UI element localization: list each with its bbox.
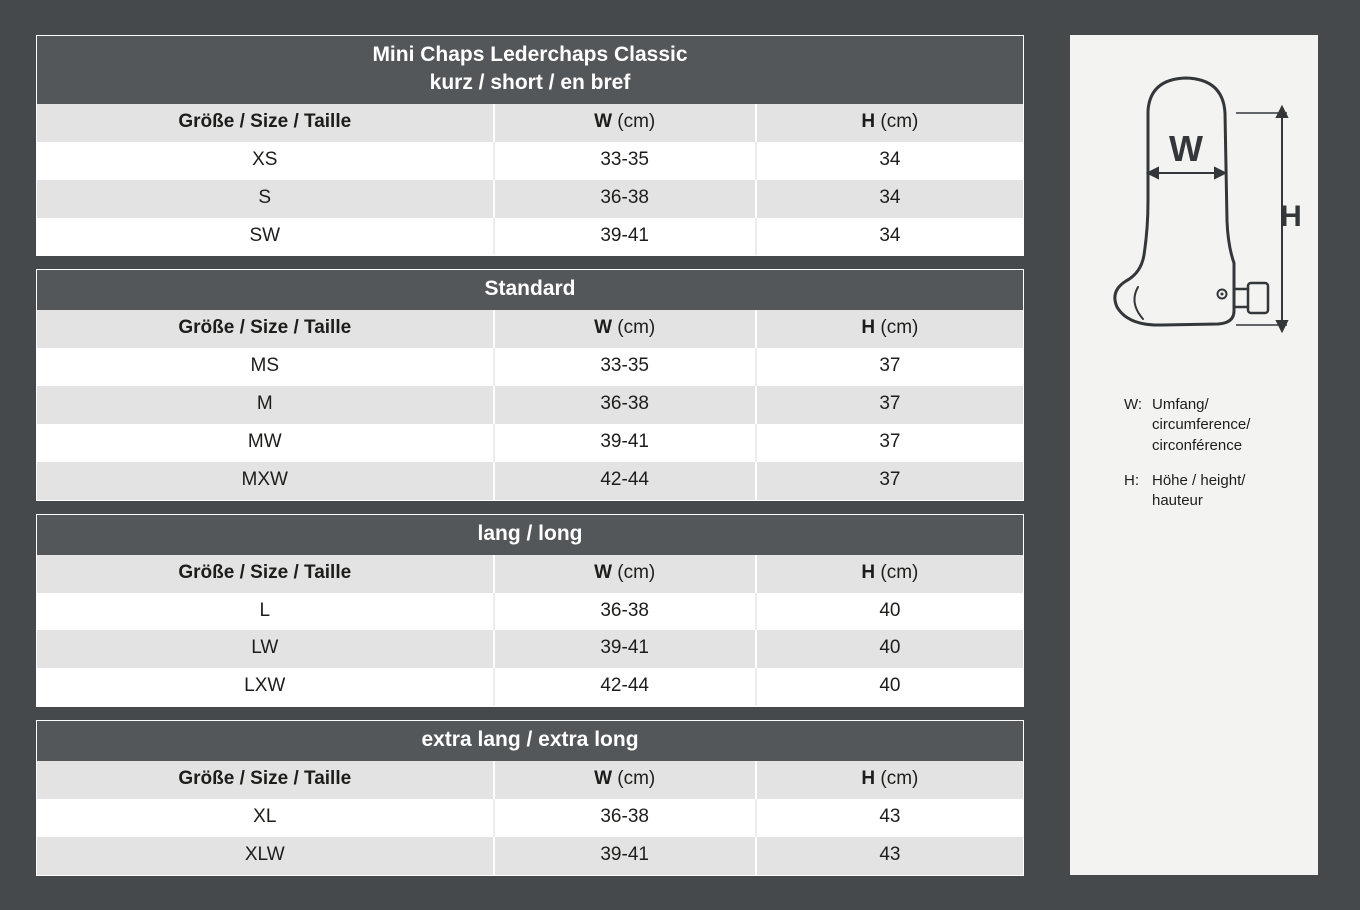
table-row <box>37 630 1023 668</box>
h-cell: 37 <box>755 462 1023 500</box>
column-h-unit: (cm) <box>880 110 919 132</box>
size-cell: LW <box>251 637 279 659</box>
column-h-unit: (cm) <box>880 317 919 339</box>
column-w-unit: (cm) <box>617 561 656 583</box>
size-table-standard <box>36 269 1024 500</box>
h-cell: 37 <box>755 424 1023 462</box>
column-header-row <box>37 104 1023 142</box>
w-cell: 36-38 <box>493 593 755 631</box>
h-cell: 43 <box>755 799 1023 837</box>
column-h-label: H <box>861 561 876 583</box>
table-title-long <box>37 515 1023 555</box>
h-cell: 34 <box>755 180 1023 218</box>
column-h-unit: (cm) <box>880 768 919 790</box>
column-header-w <box>493 761 755 799</box>
table-row <box>37 386 1023 424</box>
legend-line: circumference/ <box>1152 416 1251 434</box>
w-cell: 39-41 <box>493 837 755 875</box>
size-cell: XL <box>253 806 277 828</box>
table-title-line: lang / long <box>477 521 583 545</box>
column-w-label: W <box>594 768 612 790</box>
table-row <box>37 462 1023 500</box>
strap <box>1234 289 1248 307</box>
table-title-line: kurz / short / en bref <box>429 70 631 94</box>
measurement-panel <box>1070 35 1318 875</box>
column-header-row <box>37 761 1023 799</box>
table-row <box>37 218 1023 256</box>
column-w-label: W <box>594 110 612 132</box>
buckle <box>1248 283 1268 313</box>
column-header-h <box>755 310 1023 348</box>
column-header-w <box>493 555 755 593</box>
w-cell: 36-38 <box>493 180 755 218</box>
h-cell: 34 <box>755 218 1023 256</box>
snap-button-dot <box>1221 293 1224 296</box>
size-cell: MXW <box>241 468 288 490</box>
h-label: H <box>1280 200 1302 233</box>
legend-h-key: H: <box>1124 471 1139 489</box>
h-cell: 40 <box>755 593 1023 631</box>
legend-w-key: W: <box>1124 396 1143 413</box>
w-cell: 39-41 <box>493 630 755 668</box>
table-row <box>37 668 1023 706</box>
size-cell: LXW <box>244 675 286 697</box>
size-cell: XLW <box>244 843 285 865</box>
size-tables-column <box>36 35 1024 876</box>
table-row <box>37 424 1023 462</box>
column-header-h <box>755 555 1023 593</box>
legend-w <box>1124 395 1300 456</box>
size-cell: MS <box>250 355 280 377</box>
w-cell: 36-38 <box>493 799 755 837</box>
size-cell: XS <box>252 148 278 170</box>
w-cell: 36-38 <box>493 386 755 424</box>
legend-line: Umfang/ <box>1152 396 1209 413</box>
size-cell: M <box>256 393 273 415</box>
size-cell: SW <box>249 224 281 246</box>
table-row <box>37 180 1023 218</box>
size-table-long <box>36 514 1024 707</box>
column-header-h <box>755 761 1023 799</box>
legend-line: hauteur <box>1152 492 1203 509</box>
column-header-size: Größe / Size / Taille <box>37 761 493 799</box>
column-w-label: W <box>594 561 612 583</box>
size-table-extra-long <box>36 720 1024 876</box>
column-w-unit: (cm) <box>617 768 656 790</box>
diagram-legend <box>1124 395 1300 511</box>
table-row <box>37 593 1023 631</box>
size-cell: MW <box>247 431 282 452</box>
toe-seam <box>1134 287 1143 319</box>
table-title-line: extra lang / extra long <box>421 728 639 752</box>
column-header-w <box>493 104 755 142</box>
h-cell: 40 <box>755 630 1023 668</box>
column-h-label: H <box>861 110 876 132</box>
column-h-label: H <box>861 768 876 790</box>
legend-w-text <box>1152 395 1250 456</box>
column-w-label: W <box>594 317 612 339</box>
column-h-unit: (cm) <box>880 561 919 583</box>
table-row <box>37 348 1023 386</box>
boot-outline <box>1115 78 1234 325</box>
table-row <box>37 799 1023 837</box>
column-header-row <box>37 555 1023 593</box>
w-cell: 33-35 <box>493 142 755 180</box>
size-table-short <box>36 35 1024 256</box>
w-arrow <box>1148 168 1225 178</box>
w-cell: 33-35 <box>493 348 755 386</box>
column-h-label: H <box>861 317 876 339</box>
column-header-size: Größe / Size / Taille <box>37 310 493 348</box>
size-cell: S <box>258 186 272 208</box>
column-header-w <box>493 310 755 348</box>
column-w-unit: (cm) <box>617 110 656 132</box>
legend-h <box>1124 471 1300 512</box>
column-header-h <box>755 104 1023 142</box>
table-row <box>37 142 1023 180</box>
column-header-size: Größe / Size / Taille <box>37 555 493 593</box>
legend-h-text <box>1152 471 1245 512</box>
column-w-unit: (cm) <box>617 317 656 339</box>
h-cell: 37 <box>755 386 1023 424</box>
table-row <box>37 837 1023 875</box>
table-title-standard <box>37 270 1023 310</box>
w-cell: 42-44 <box>493 668 755 706</box>
table-title-short <box>37 36 1023 104</box>
size-cell: L <box>259 599 271 621</box>
legend-line: circonférence <box>1152 436 1243 454</box>
h-cell: 43 <box>755 837 1023 875</box>
column-header-size: Größe / Size / Taille <box>37 104 493 142</box>
w-cell: 42-44 <box>493 462 755 500</box>
w-cell: 39-41 <box>493 218 755 256</box>
legend-line: Höhe / height/ <box>1152 471 1246 489</box>
w-label: W <box>1169 128 1203 169</box>
chaps-diagram <box>1086 61 1302 361</box>
table-title-line: Mini Chaps Lederchaps Classic <box>372 43 688 66</box>
table-title-extra-long <box>37 721 1023 761</box>
h-cell: 40 <box>755 668 1023 706</box>
column-header-row <box>37 310 1023 348</box>
table-title-line: Standard <box>484 277 576 301</box>
w-cell: 39-41 <box>493 424 755 462</box>
h-cell: 37 <box>755 348 1023 386</box>
h-cell: 34 <box>755 142 1023 180</box>
